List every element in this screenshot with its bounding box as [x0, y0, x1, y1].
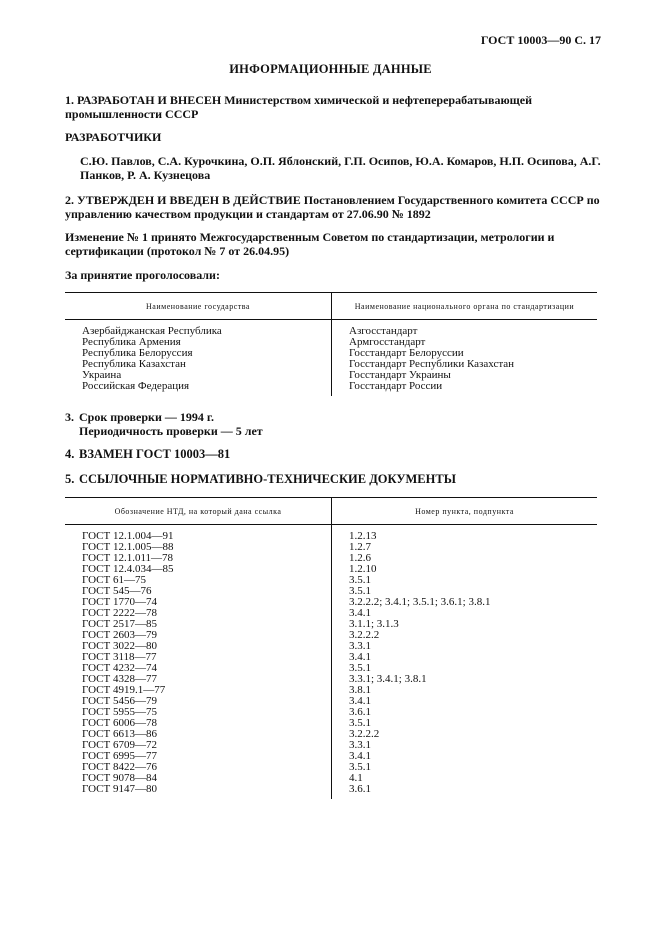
state-name: Республика Армения: [82, 336, 181, 348]
standards-agency: Госстандарт России: [349, 380, 443, 392]
standards-agency: Госстандарт Белоруссии: [349, 347, 464, 359]
reference-document: ГОСТ 2222—78: [82, 607, 157, 619]
standards-agency: Госстандарт Республики Казахстан: [349, 358, 515, 370]
reference-clause: 1.2.10: [349, 563, 377, 575]
reference-document: ГОСТ 1770—74: [82, 596, 157, 608]
states-table: [65, 292, 597, 396]
reference-clause: 3.3.1: [349, 640, 371, 652]
reference-document: ГОСТ 3022—80: [82, 640, 157, 652]
agencies-column: [332, 320, 598, 397]
standards-agency: Армгосстандарт: [349, 336, 426, 348]
reference-document: ГОСТ 4232—74: [82, 662, 157, 674]
item-2-text: Постановлением Государственного комитета СССР по управлению качеством продукции и стандартам от 27.06.90 № 1892: [65, 193, 600, 221]
voted-heading: За принятие проголосовали:: [65, 268, 220, 282]
reference-document: ГОСТ 545—76: [82, 585, 152, 597]
reference-clause: 3.6.1: [349, 706, 371, 718]
item-3-number: 3.: [65, 410, 74, 424]
reference-clause: 3.4.1: [349, 750, 371, 762]
reference-document: ГОСТ 61—75: [82, 574, 146, 586]
reference-clause: 3.5.1: [349, 574, 371, 586]
standards-agency: Азгосстандарт: [349, 325, 418, 337]
item-1: [65, 93, 603, 121]
item-3: [65, 410, 603, 438]
reference-clause: 3.4.1: [349, 695, 371, 707]
item-2-bold: УТВЕРЖДЕН И ВВЕДЕН В ДЕЙСТВИЕ: [77, 193, 301, 207]
item-1-bold: РАЗРАБОТАН И ВНЕСЕН: [77, 93, 222, 107]
reference-clause: 1.2.13: [349, 530, 377, 542]
refs-header-right: Номер пункта, подпункта: [332, 498, 598, 525]
reference-document: ГОСТ 5456—79: [82, 695, 157, 707]
reference-clause: 3.3.1; 3.4.1; 3.8.1: [349, 673, 427, 685]
reference-document: ГОСТ 12.1.005—88: [82, 541, 174, 553]
reference-document: ГОСТ 6709—72: [82, 739, 157, 751]
reference-clause: 4.1: [349, 772, 363, 784]
refs-header-left: Обозначение НТД, на который дана ссылка: [65, 498, 332, 525]
reference-document: ГОСТ 9147—80: [82, 783, 157, 795]
reference-document: ГОСТ 3118—77: [82, 651, 157, 663]
reference-document: ГОСТ 5955—75: [82, 706, 157, 718]
reference-document: ГОСТ 8422—76: [82, 761, 157, 773]
reference-document: ГОСТ 6613—86: [82, 728, 157, 740]
reference-clause: 3.4.1: [349, 651, 371, 663]
reference-clause: 3.2.2.2: [349, 728, 380, 740]
reference-clause: 3.2.2.2; 3.4.1; 3.5.1; 3.6.1; 3.8.1: [349, 596, 491, 608]
reference-document: ГОСТ 2603—79: [82, 629, 157, 641]
reference-clause: 1.2.6: [349, 552, 371, 564]
reference-clause: 3.5.1: [349, 717, 371, 729]
reference-clause: 3.5.1: [349, 585, 371, 597]
page-title: ИНФОРМАЦИОННЫЕ ДАННЫЕ: [229, 62, 432, 76]
item-1-text: Министерством химической и нефтеперерабатывающей промышленности СССР: [65, 93, 533, 121]
reference-document: ГОСТ 12.4.034—85: [82, 563, 174, 575]
reference-clause: 3.2.2.2: [349, 629, 380, 641]
review-period: Срок проверки — 1994 г.: [79, 410, 214, 424]
states-column: [65, 320, 332, 397]
reference-clause: 3.3.1: [349, 739, 371, 751]
item-2: [65, 193, 603, 221]
reference-document: ГОСТ 4328—77: [82, 673, 157, 685]
reference-document: ГОСТ 9078—84: [82, 772, 157, 784]
item-4-number: 4.: [65, 447, 75, 461]
reference-clause: 3.5.1: [349, 662, 371, 674]
item-4: [65, 447, 603, 461]
reference-clause: 3.8.1: [349, 684, 371, 696]
state-name: Российская Федерация: [82, 380, 190, 392]
item-5: [65, 472, 603, 486]
reference-clause: 1.2.7: [349, 541, 371, 553]
item-5-text: ССЫЛОЧНЫЕ НОРМАТИВНО-ТЕХНИЧЕСКИЕ ДОКУМЕНТЫ: [79, 472, 456, 486]
references-table: [65, 497, 597, 799]
state-name: Республика Белоруссия: [82, 347, 193, 359]
reference-clause: 3.1.1; 3.1.3: [349, 618, 399, 630]
states-header-right: Наименование национального органа по стандартизации: [332, 293, 598, 320]
state-name: Республика Казахстан: [82, 358, 186, 370]
item-2-number: 2.: [65, 193, 74, 207]
state-name: Украина: [82, 369, 122, 381]
reference-document: ГОСТ 6006—78: [82, 717, 157, 729]
review-frequency: Периодичность проверки — 5 лет: [79, 424, 263, 438]
reference-document: ГОСТ 12.1.004—91: [82, 530, 174, 542]
reference-document: ГОСТ 6995—77: [82, 750, 157, 762]
item-5-number: 5.: [65, 472, 75, 486]
states-header-left: Наименование государства: [65, 293, 332, 320]
standards-agency: Госстандарт Украины: [349, 369, 451, 381]
reference-document: ГОСТ 12.1.011—78: [82, 552, 174, 564]
amendment-note: Изменение № 1 принято Межгосударственным Советом по стандартизации, метрологии и сертификации (протокол № 7 от 26.04.95): [65, 230, 555, 258]
developers-heading: РАЗРАБОТЧИКИ: [65, 130, 162, 144]
reference-clause: 3.4.1: [349, 607, 371, 619]
page-header: ГОСТ 10003—90 С. 17: [480, 33, 601, 47]
item-4-text: ВЗАМЕН ГОСТ 10003—81: [79, 447, 231, 461]
reference-document: ГОСТ 4919.1—77: [82, 684, 166, 696]
reference-clause: 3.6.1: [349, 783, 371, 795]
refs-clause-column: [332, 525, 598, 800]
state-name: Азербайджанская Республика: [82, 325, 222, 337]
reference-clause: 3.5.1: [349, 761, 371, 773]
item-1-number: 1.: [65, 93, 74, 107]
reference-document: ГОСТ 2517—85: [82, 618, 157, 630]
developers-names: С.Ю. Павлов, С.А. Курочкина, О.П. Яблонский, Г.П. Осипов, Ю.А. Комаров, Н.П. Осипова, А.Г. Панков, Р. А. Кузнецова: [80, 154, 601, 182]
refs-document-column: [65, 525, 332, 800]
